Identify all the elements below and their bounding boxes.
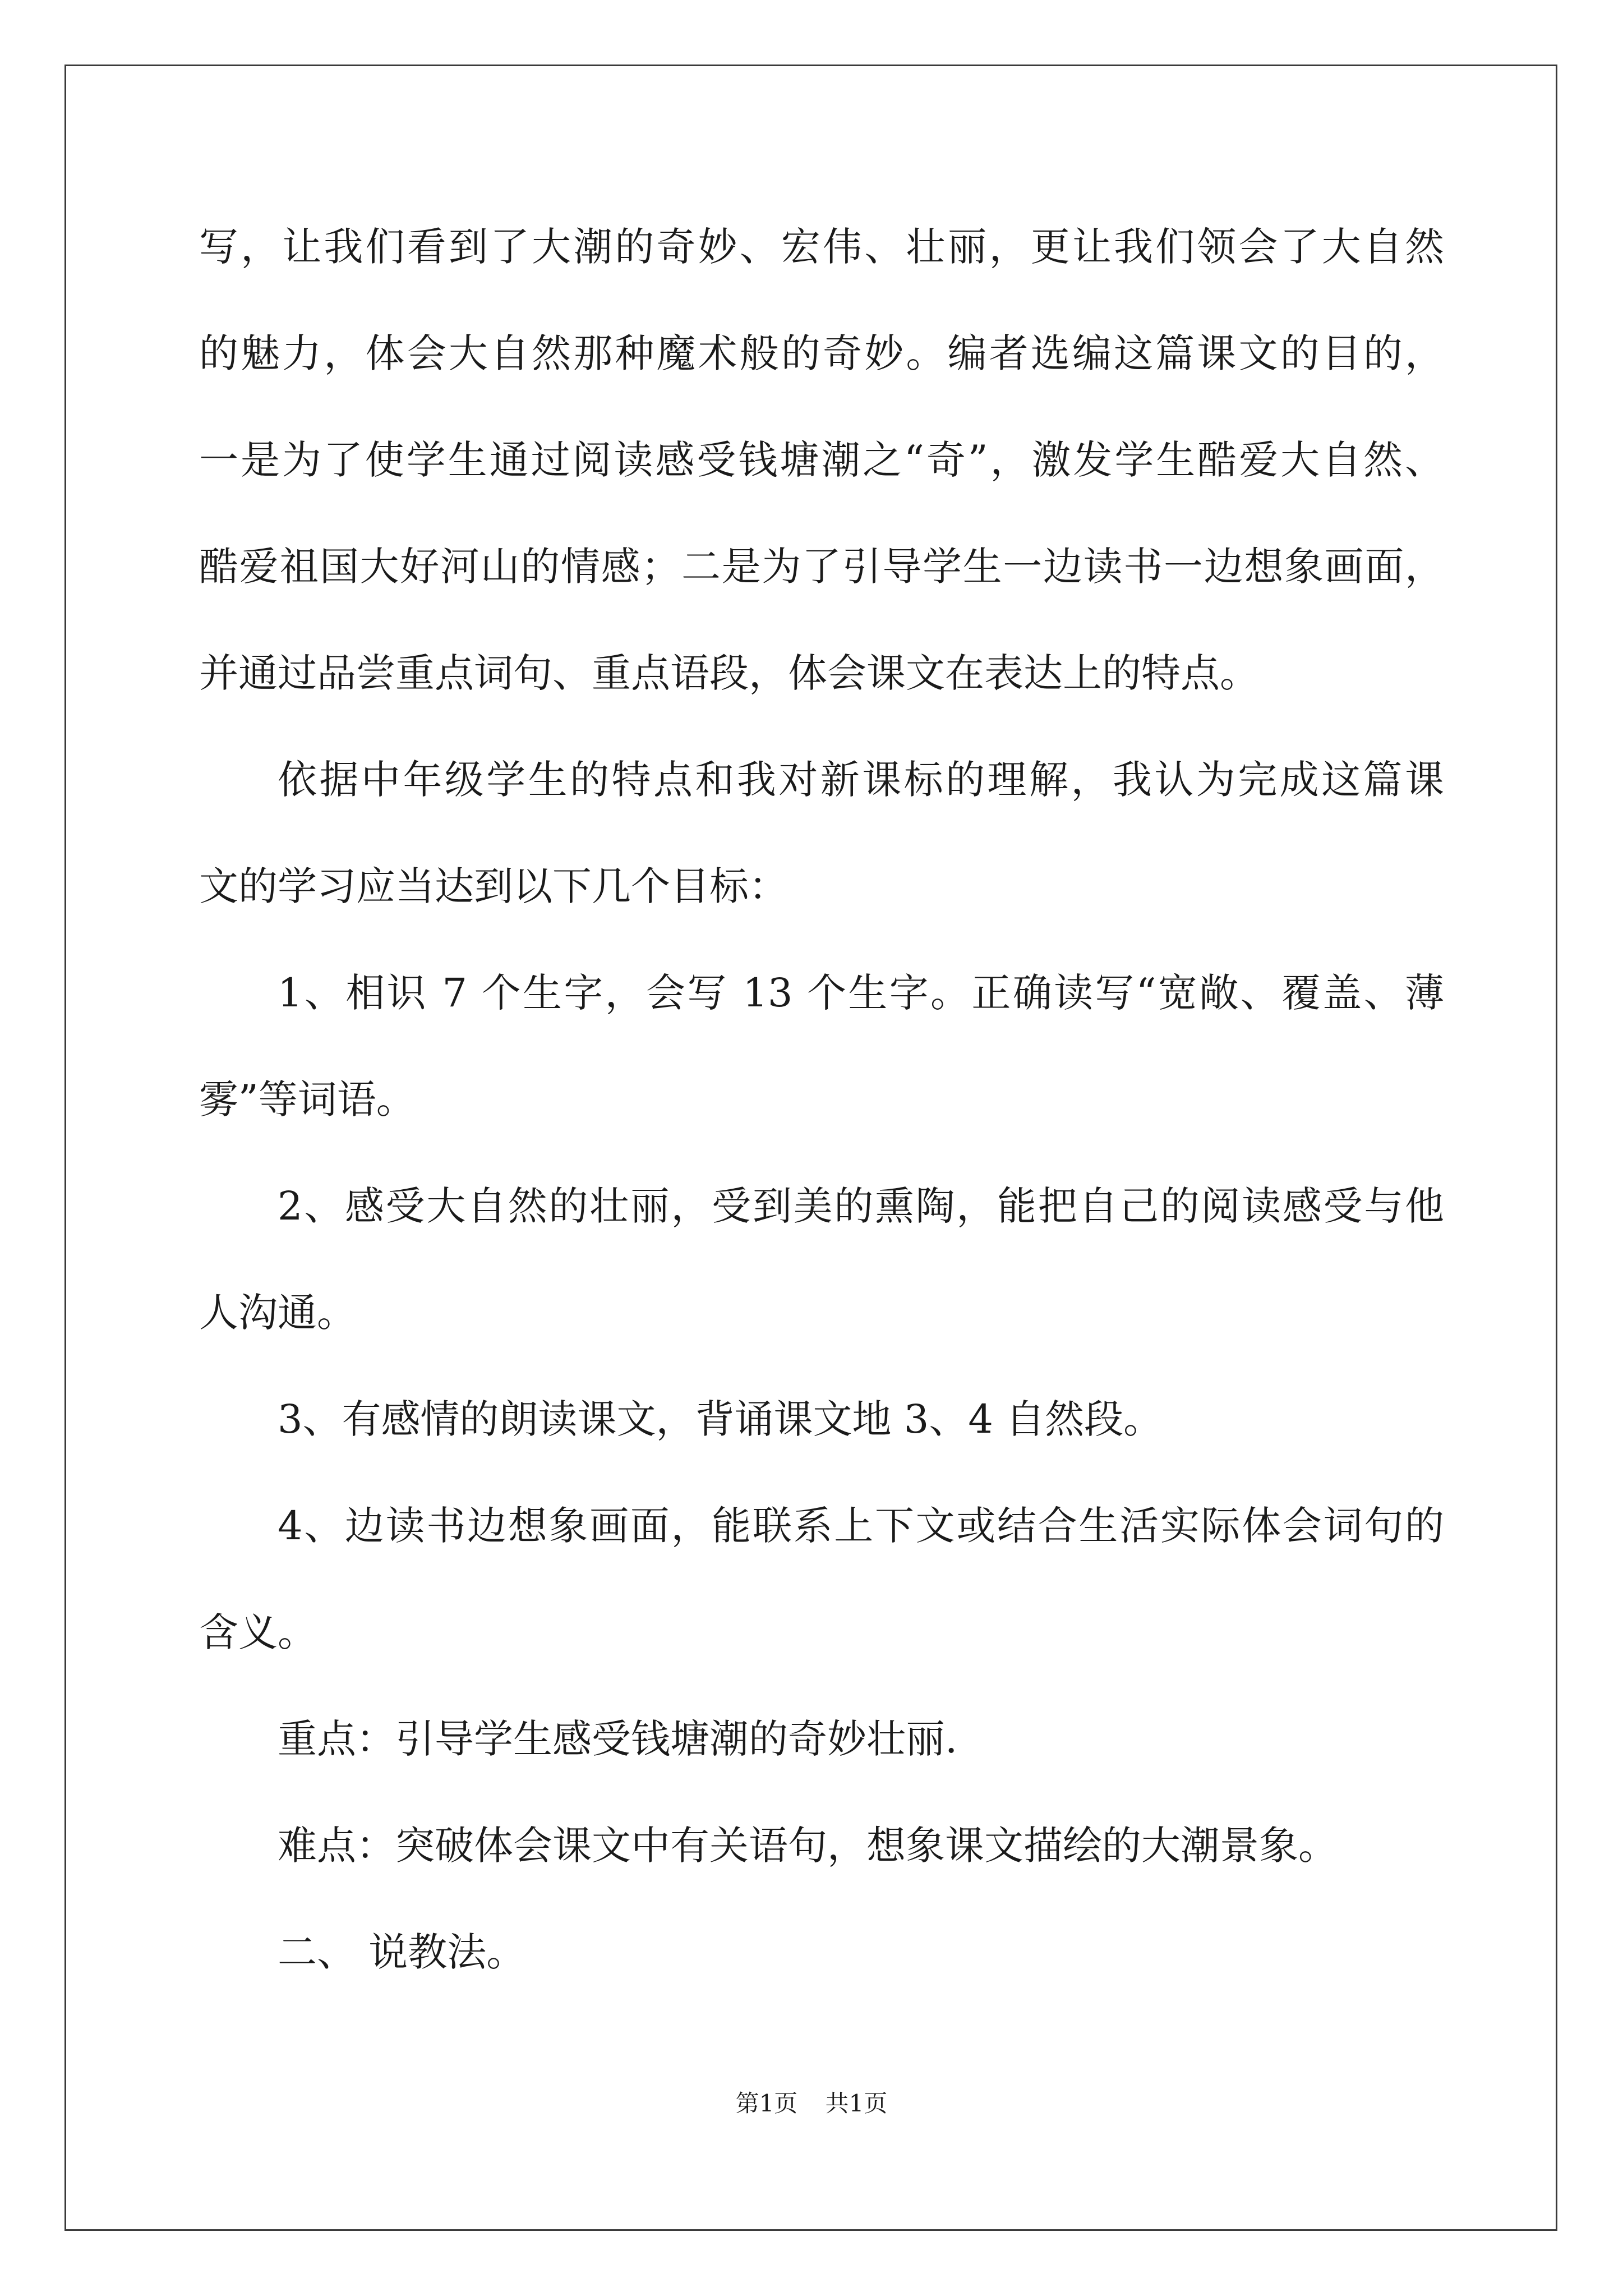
text-line: 含义。 [199, 1609, 317, 1655]
text-line: 酷爱祖国大好河山的情感；二是为了引导学生一边读书一边想象画面， [199, 544, 1444, 590]
section-heading: 二、 说教法。 [278, 1929, 526, 1975]
text-line: 一是为了使学生通过阅读感受钱塘潮之“奇”，激发学生酷爱大自然、 [199, 437, 1444, 483]
goal-item-4: 4、边读书边想象画面，能联系上下文或结合生活实际体会词句的 [278, 1503, 1444, 1549]
goal-item-1: 1、相识 7 个生字，会写 13 个生字。正确读写“宽敞、覆盖、薄 [278, 970, 1444, 1016]
page-total: 共1页 [825, 2090, 888, 2117]
text-line: 写，让我们看到了大潮的奇妙、宏伟、壮丽，更让我们领会了大自然 [199, 224, 1444, 270]
document-body [199, 213, 1444, 2025]
page-footer [0, 2087, 1623, 2120]
difficult-point: 难点：突破体会课文中有关语句，想象课文描绘的大潮景象。 [278, 1823, 1338, 1869]
key-point: 重点：引导学生感受钱塘潮的奇妙壮丽. [278, 1716, 958, 1762]
goal-item-2: 2、感受大自然的壮丽，受到美的熏陶，能把自己的阅读感受与他 [278, 1183, 1444, 1229]
page-number: 第1页 [735, 2090, 798, 2117]
text-line: 并通过品尝重点词句、重点语段，体会课文在表达上的特点。 [199, 650, 1259, 696]
text-line: 雾”等词语。 [199, 1076, 416, 1122]
text-line: 人沟通。 [199, 1290, 356, 1336]
paragraph-first-line: 依据中年级学生的特点和我对新课标的理解，我认为完成这篇课 [278, 757, 1444, 803]
text-line: 的魅力，体会大自然那种魔术般的奇妙。编者选编这篇课文的目的， [199, 330, 1444, 376]
text-line: 文的学习应当达到以下几个目标： [199, 863, 788, 909]
goal-item-3: 3、有感情的朗读课文，背诵课文地 3、4 自然段。 [278, 1396, 1163, 1442]
